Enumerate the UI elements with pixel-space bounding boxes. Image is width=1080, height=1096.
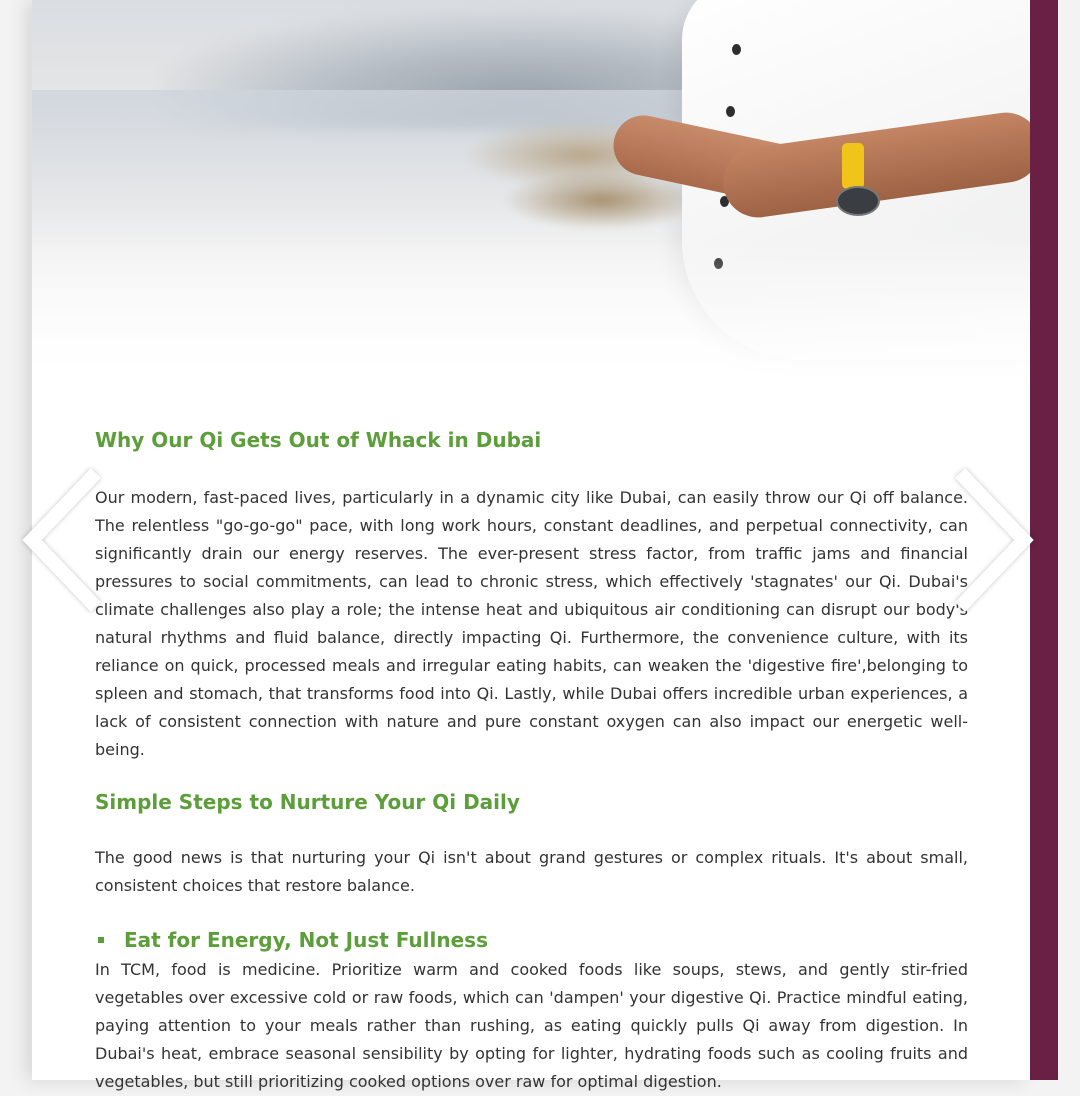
carousel-next-button[interactable] — [948, 465, 1038, 615]
section-heading-why: Why Our Qi Gets Out of Whack in Dubai — [95, 428, 542, 452]
bullet-icon — [98, 937, 104, 943]
carousel-prev-button[interactable] — [18, 465, 108, 615]
chevron-right-icon — [948, 465, 1038, 615]
hero-image — [32, 0, 1030, 390]
section-heading-steps: Simple Steps to Nurture Your Qi Daily — [95, 790, 520, 814]
article-page — [32, 0, 1030, 1091]
chevron-left-icon — [18, 465, 108, 615]
section-body-steps: The good news is that nurturing your Qi isn't about grand gestures or complex rituals. It's about small, consistent choices that restore balance. — [95, 848, 968, 895]
hero-fade — [32, 240, 1030, 390]
section-body-why: Our modern, fast-paced lives, particularly in a dynamic city like Dubai, can easily throw our Qi off balance. The relentless "go-go-go" pace, with long work hours, constant deadlines, and perpetual connectivity, can significantly drain our energy reserves. The ever-present stress factor, from traffic jams and financial pressures to social commitments, can lead to chronic stress, which effectively 'stagnates' our Qi. Dubai's climate challenges also play a role; the intense heat and ubiquitous air conditioning can disrupt our body's natural rhythms and fluid balance, directly impacting Qi. Furthermore, the convenience culture, with its reliance on quick, processed meals and irregular eating habits, can weaken the 'digestive fire',belonging to spleen and stomach, that transforms food into Qi. Lastly, while Dubai offers incredible urban experiences, a lack of consistent connection with nature and pure constant oxygen can also impact our energetic well-being. — [95, 488, 968, 759]
shirt-button — [732, 44, 741, 55]
list-item — [95, 928, 488, 952]
bullet-title-energy: Eat for Energy, Not Just Fullness — [124, 928, 488, 952]
watch-face — [836, 186, 880, 216]
shirt-button — [726, 106, 735, 117]
watch-icon — [842, 143, 864, 189]
section-body-energy: In TCM, food is medicine. Prioritize warm and cooked foods like soups, stews, and gently stir-fried vegetables over excessive cold or raw foods, which can 'dampen' your digestive Qi. Practice mindful eating, paying attention to your meals rather than rushing, as eating quickly pulls Qi away from digestion. In Dubai's heat, embrace seasonal sensibility by opting for lighter, hydrating foods such as cooling fruits and vegetables, but still prioritizing cooked options over raw for optimal digestion. — [95, 960, 968, 1091]
